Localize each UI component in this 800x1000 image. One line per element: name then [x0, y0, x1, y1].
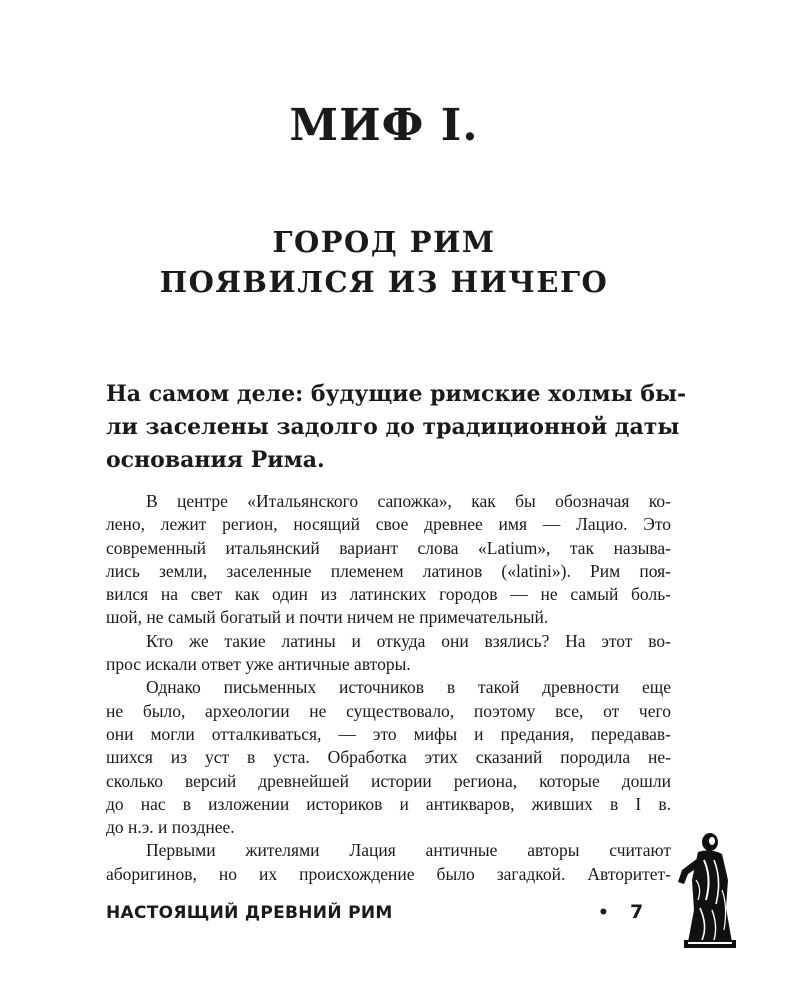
body-line: шихся из уст в уста. Обработка этих сказаний породила не- — [106, 747, 671, 768]
lead-line: основания Рима. — [106, 447, 325, 473]
myth-heading-line-2: ПОЯВИЛСЯ ИЗ НИЧЕГО — [159, 265, 609, 299]
body-line: лено, лежит регион, носящий свое древнее имя — Лацио. Это — [106, 514, 671, 535]
body-line: Кто же такие латины и откуда они взялись? На этот во- — [146, 630, 671, 651]
myth-heading-line-1: ГОРОД РИМ — [272, 225, 496, 259]
body-line: лись земли, заселенные племенем латинов («latini»). Рим поя- — [106, 560, 671, 581]
body-line: шой, не самый богатый и почти ничем не примечательный. — [106, 607, 549, 628]
roman-statue-icon — [668, 830, 748, 950]
body-line: не было, археологии не существовало, поэтому все, от чего — [106, 700, 671, 721]
body-line: Первыми жителями Лация античные авторы считают — [146, 840, 671, 861]
chapter-title: МИФ I. — [289, 100, 479, 151]
body-line: прос искали ответ уже античные авторы. — [106, 654, 411, 675]
body-line: до н.э. и позднее. — [106, 817, 235, 838]
body-line: до нас в изложении историков и антикваров, живших в I в. — [106, 793, 671, 814]
footer-bullet: • — [598, 903, 609, 923]
body-line: сколько версий древнейшей истории региона, которые дошли — [106, 770, 671, 791]
myth-heading — [0, 222, 768, 302]
running-footer-title: НАСТОЯЩИЙ ДРЕВНИЙ РИМ — [106, 903, 393, 923]
body-line: они могли отталкиваться, — это мифы и предания, передавав- — [106, 723, 671, 744]
body-line: аборигинов, но их происхождение было загадкой. Авторитет- — [106, 863, 671, 884]
body-text — [106, 490, 671, 886]
body-line: современный итальянский вариант слова «Latium», так называ- — [106, 537, 671, 558]
body-line: Однако письменных источников в такой древности еще — [146, 677, 671, 698]
lead-line: На самом деле: будущие римские холмы бы- — [106, 381, 687, 407]
lead-line: ли заселены задолго до традиционной даты — [106, 414, 680, 440]
body-line: В центре «Итальянского сапожка», как бы обозначая ко- — [146, 491, 671, 511]
page-number: 7 — [630, 901, 644, 923]
body-line: вился на свет как один из латинских городов — не самый боль- — [106, 584, 671, 605]
lead-paragraph — [106, 378, 687, 477]
